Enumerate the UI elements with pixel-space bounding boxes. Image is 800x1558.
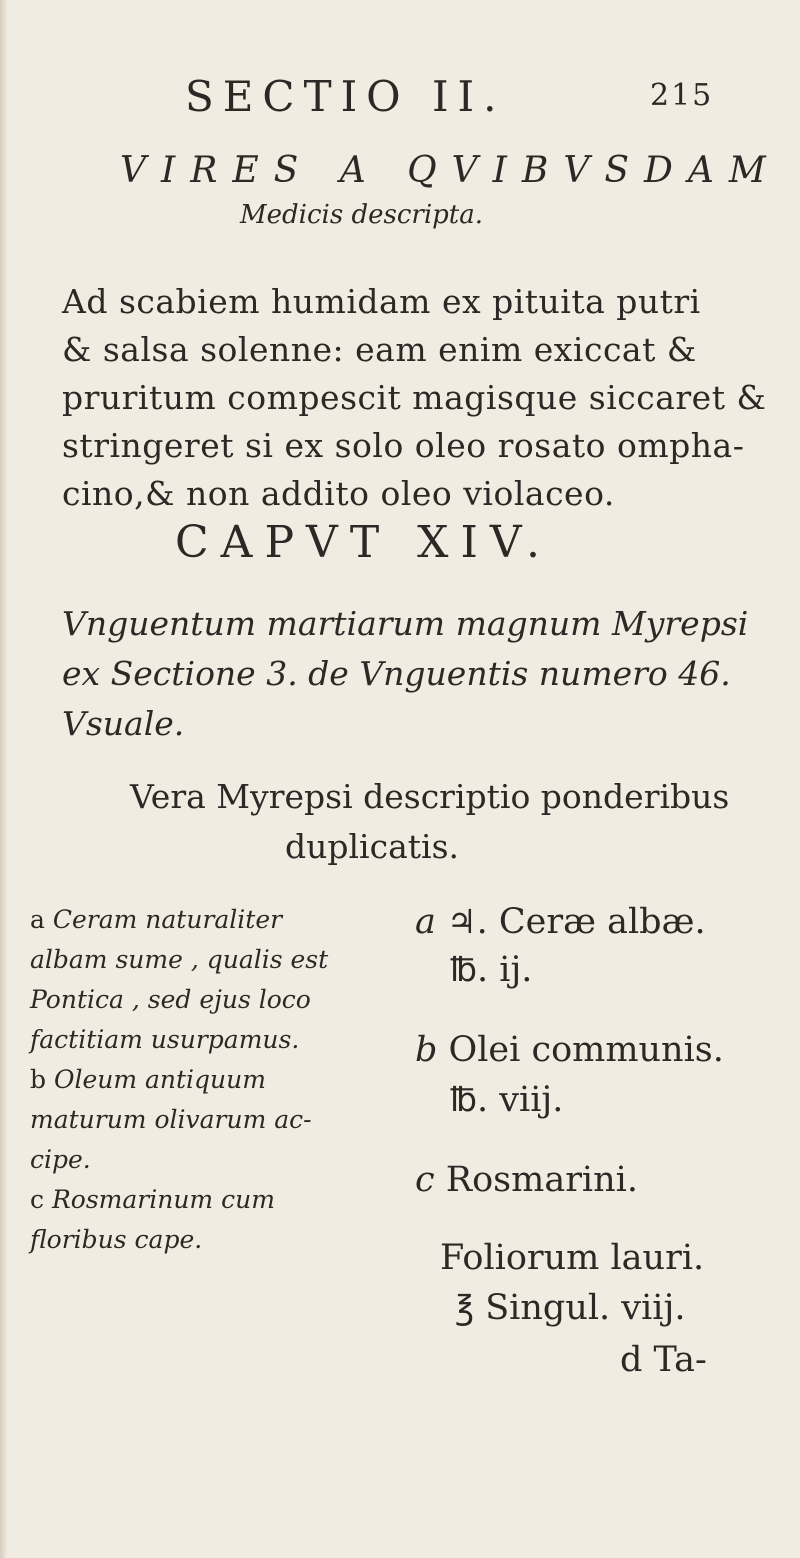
- recipe-line: [415, 1030, 724, 1070]
- recipe-letter: b: [415, 1030, 438, 1070]
- note-line: [30, 1105, 312, 1134]
- note-line: [30, 1185, 275, 1214]
- note-letter: a: [30, 905, 45, 934]
- note-text: Pontica , sed ejus loco: [30, 985, 311, 1014]
- section-title: VIRES A QVIBVSDAM: [120, 150, 781, 191]
- note-line: [30, 905, 282, 934]
- note-text: Oleum antiquum: [53, 1065, 266, 1094]
- recipe-line: [440, 1238, 704, 1278]
- paragraph-line: Ad scabiem humidam ex pituita putri: [62, 282, 701, 321]
- note-line: [30, 1145, 91, 1174]
- chapter-subtitle-line: Vsuale.: [62, 704, 185, 743]
- recipe-line: [415, 1160, 638, 1200]
- recipe-text: . viij.: [477, 1080, 564, 1120]
- description-line: Vera Myrepsi descriptio ponderibus: [130, 777, 730, 816]
- pound-sign-icon: ℔: [450, 1080, 477, 1119]
- note-text: maturum olivarum ac-: [30, 1105, 312, 1134]
- note-text: factitiam usurpamus.: [30, 1025, 300, 1054]
- description-line: duplicatis.: [285, 827, 460, 866]
- note-text: albam sume , qualis est: [30, 945, 329, 974]
- running-head: SECTIO II.: [185, 72, 506, 121]
- note-text: floribus cape.: [30, 1225, 203, 1254]
- recipe-line: [455, 1288, 685, 1328]
- note-text: Rosmarinum cum: [51, 1185, 275, 1214]
- note-letter: b: [30, 1065, 47, 1094]
- note-line: [30, 1065, 266, 1094]
- note-line: [30, 1225, 202, 1254]
- note-line: [30, 945, 328, 974]
- recipe-letter: c: [415, 1160, 435, 1200]
- note-line: [30, 1025, 299, 1054]
- recipe-text: Rosmarini.: [445, 1160, 638, 1200]
- recipe-line: [450, 1080, 563, 1120]
- chapter-subtitle-line: Vnguentum martiarum magnum Myrepsi: [62, 604, 749, 643]
- note-text: Ceram naturaliter: [52, 905, 283, 934]
- paragraph-line: & salsa solenne: eam enim exiccat &: [62, 330, 697, 369]
- chapter-subtitle-line: ex Sectione 3. de Vnguentis numero 46.: [62, 654, 731, 693]
- recipe-line: [415, 902, 706, 942]
- page-gutter-shadow: [0, 0, 8, 1558]
- paragraph-line: cino,& non addito oleo violaceo.: [62, 474, 615, 513]
- chapter-heading: CAPVT XIV.: [175, 517, 552, 568]
- paragraph-line: pruritum compescit magisque siccaret &: [62, 378, 767, 417]
- paragraph-line: stringeret si ex solo oleo rosato ompha-: [62, 426, 745, 465]
- section-subtitle: Medicis descripta.: [240, 200, 483, 230]
- recipe-line: [450, 950, 532, 990]
- recipe-letter: a: [415, 902, 436, 942]
- recipe-text: . ij.: [477, 950, 533, 990]
- catchword: [620, 1340, 707, 1380]
- recipe-text: Olei communis.: [448, 1030, 724, 1070]
- pound-sign-icon: ℔: [450, 950, 477, 989]
- ounce-sign-icon: ℥: [455, 1288, 475, 1327]
- note-line: [30, 985, 311, 1014]
- jupiter-sign-icon: ♃: [447, 902, 477, 941]
- page-number: 215: [650, 78, 714, 113]
- note-text: cipe.: [30, 1145, 91, 1174]
- note-letter: c: [30, 1185, 45, 1214]
- recipe-text: Foliorum lauri.: [440, 1238, 705, 1278]
- recipe-text: . Ceræ albæ.: [476, 902, 706, 942]
- recipe-text: Singul. viij.: [485, 1288, 686, 1328]
- recipe-text: d Ta-: [620, 1340, 707, 1380]
